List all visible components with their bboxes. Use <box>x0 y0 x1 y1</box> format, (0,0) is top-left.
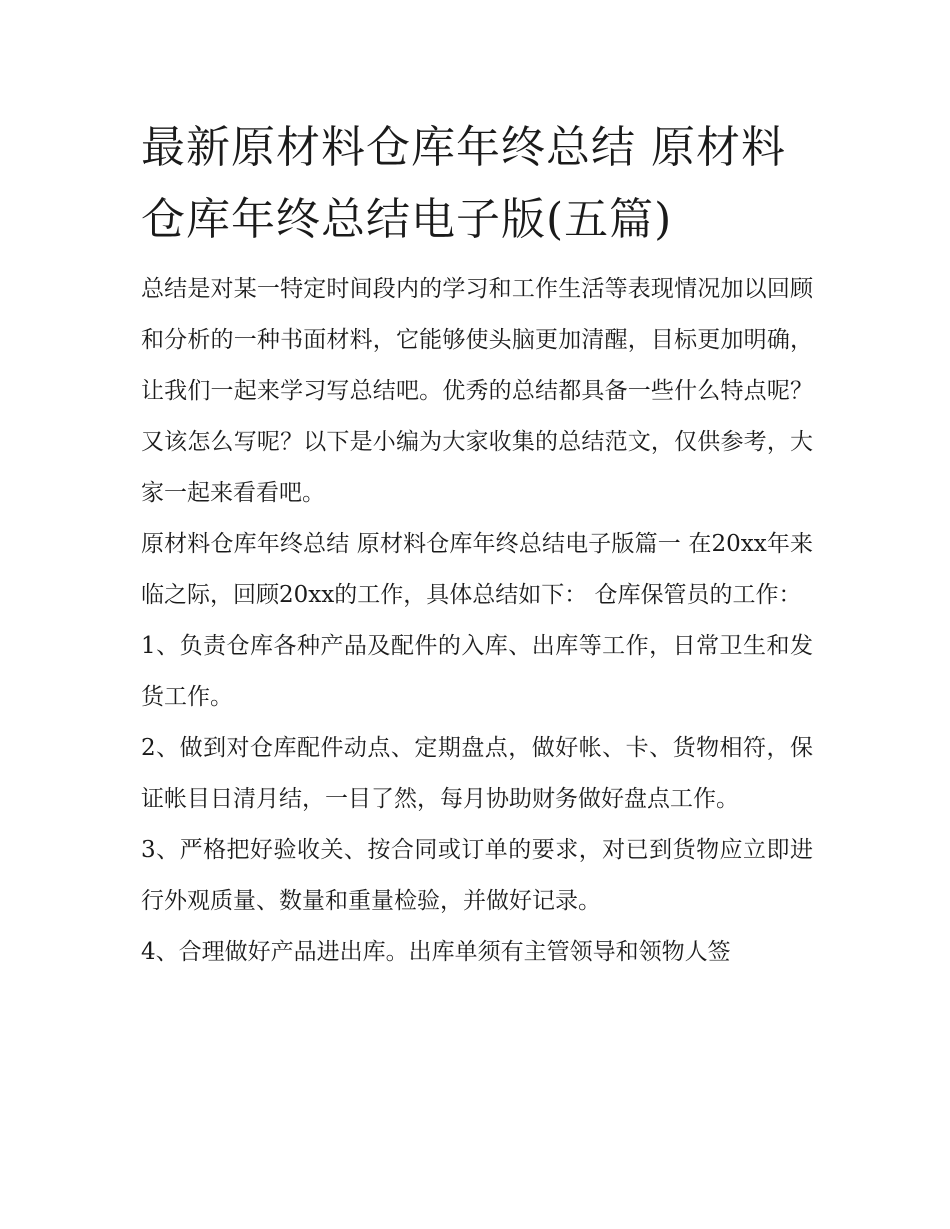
list-item-4: 4、合理做好产品进出库。出库单须有主管领导和领物人签 <box>141 939 731 965</box>
list-item-3: 3、严格把好验收关、按合同或订单的要求，对已到货物应立即进行外观质量、数量和重量检验，并做好记录。 <box>141 837 813 914</box>
intro-paragraph: 总结是对某一特定时间段内的学习和工作生活等表现情况加以回顾和分析的一种书面材料，它能够使头脑更加清醒，目标更加明确，让我们一起来学习写总结吧。优秀的总结都具备一些什么特点呢？又该怎么写呢？以下是小编为大家收集的总结范文，仅供参考，大家一起来看看吧。 <box>141 276 813 506</box>
document-body <box>141 112 813 978</box>
section-one-paragraph: 原材料仓库年终总结 原材料仓库年终总结电子版篇一 在20xx年来临之际，回顾20xx的工作，具体总结如下： 仓库保管员的工作： <box>141 531 813 608</box>
list-item-2: 2、做到对仓库配件动点、定期盘点，做好帐、卡、货物相符，保证帐目日清月结，一目了然，每月协助财务做好盘点工作。 <box>141 735 813 812</box>
list-item-1: 1、负责仓库各种产品及配件的入库、出库等工作，日常卫生和发货工作。 <box>141 633 813 710</box>
document-title: 最新原材料仓库年终总结 原材料仓库年终总结电子版(五篇) <box>141 122 786 245</box>
